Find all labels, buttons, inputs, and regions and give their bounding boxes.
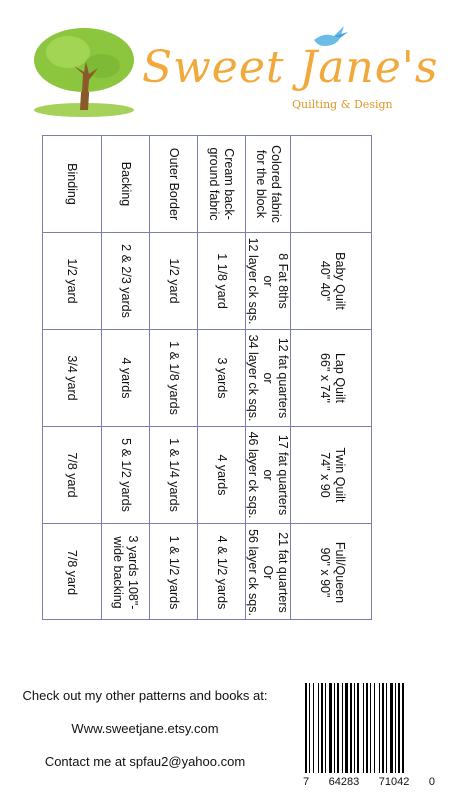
column-header bbox=[290, 524, 372, 620]
footer bbox=[0, 688, 290, 787]
table-cell-line: Or bbox=[261, 565, 276, 580]
table-cell-line: 5 & 1/2 yards bbox=[119, 438, 133, 512]
table-cell bbox=[197, 233, 245, 330]
table-cell bbox=[101, 330, 149, 427]
barcode-bar bbox=[350, 683, 352, 773]
table-cell bbox=[149, 524, 197, 620]
table-cell bbox=[197, 330, 245, 427]
table-cell-line: 1/2 yard bbox=[167, 258, 181, 304]
barcode-bar bbox=[398, 683, 400, 773]
row-label bbox=[43, 136, 101, 233]
table-cell-line: 34 layer ck sqs. bbox=[246, 334, 261, 422]
table-cell bbox=[149, 427, 197, 524]
barcode-bar bbox=[390, 683, 393, 773]
barcode-icon bbox=[303, 683, 435, 775]
table-cell bbox=[245, 427, 290, 524]
table-cell bbox=[43, 233, 101, 330]
row-label bbox=[101, 136, 149, 233]
table-cell-line: 4 yards bbox=[215, 454, 229, 496]
column-header bbox=[290, 136, 372, 233]
barcode-bar bbox=[370, 683, 371, 773]
table-cell bbox=[197, 427, 245, 524]
table-cell-line: or bbox=[261, 469, 276, 481]
table-cell-line: 3 yards 108"- bbox=[126, 535, 141, 610]
column-size: 66" x 74" bbox=[318, 353, 332, 403]
table-cell bbox=[245, 524, 290, 620]
barcode-bar bbox=[334, 683, 335, 773]
barcode-bar bbox=[382, 683, 384, 773]
table-cell-line: 21 fat quarters bbox=[276, 532, 291, 613]
barcode-bar bbox=[342, 683, 343, 773]
column-size: 40" 40" bbox=[318, 260, 332, 302]
row-label bbox=[149, 136, 197, 233]
table-cell bbox=[149, 233, 197, 330]
barcode-bar bbox=[374, 683, 375, 773]
barcode-bar bbox=[313, 683, 314, 773]
table-cell-line: or bbox=[261, 372, 276, 384]
column-size: 90" x 90" bbox=[318, 547, 332, 598]
row-label-line: Binding bbox=[65, 163, 80, 205]
table-cell bbox=[101, 233, 149, 330]
website-link[interactable]: Www.sweetjane.etsy.com bbox=[71, 721, 219, 736]
row-label-line: ground fabric bbox=[207, 147, 222, 221]
barcode-bar bbox=[325, 683, 326, 773]
table-cell-line: 12 fat quarters bbox=[276, 337, 291, 419]
column-header bbox=[290, 330, 372, 427]
row-label-line: Colored fabric bbox=[269, 145, 283, 223]
column-title: Twin Quilt bbox=[333, 447, 347, 503]
table-cell bbox=[101, 524, 149, 620]
fabric-requirements-table bbox=[42, 135, 372, 620]
barcode-digit-group: 64283 bbox=[328, 776, 360, 788]
row-label bbox=[245, 136, 290, 233]
barcode-bar bbox=[329, 683, 332, 773]
table-cell-line: 7/8 yard bbox=[65, 549, 80, 596]
table-cell bbox=[43, 524, 101, 620]
table-grid bbox=[43, 136, 372, 620]
column-title: Baby Quilt bbox=[333, 252, 347, 310]
table-cell-line: 3/4 yard bbox=[65, 355, 80, 401]
barcode-bar bbox=[386, 683, 387, 773]
patterns-line: Check out my other patterns and books at: bbox=[22, 688, 268, 703]
barcode-bar bbox=[379, 683, 380, 773]
barcode-bar bbox=[305, 683, 307, 773]
contact-email[interactable]: Contact me at spfau2@yahoo.com bbox=[44, 754, 246, 769]
barcode-bar bbox=[309, 683, 310, 773]
barcode-bar bbox=[337, 683, 339, 773]
table-cell-line: 17 fat quarters bbox=[276, 434, 291, 516]
column-size: 74" x 90 bbox=[318, 452, 332, 498]
table-cell bbox=[197, 524, 245, 620]
brand-tagline: Quilting & Design bbox=[292, 98, 393, 111]
table-cell-line: 7/8 yard bbox=[65, 452, 80, 498]
tree-logo-icon bbox=[28, 22, 140, 118]
barcode-bar bbox=[321, 683, 323, 773]
row-label-line: Backing bbox=[119, 161, 133, 207]
table-cell-line: 3 yards bbox=[215, 357, 229, 399]
barcode-digit-group: 0 bbox=[428, 776, 435, 788]
table-cell bbox=[245, 330, 290, 427]
table-cell-line: wide backing bbox=[111, 536, 126, 609]
column-title: Lap Quilt bbox=[333, 352, 347, 404]
table-cell bbox=[149, 330, 197, 427]
barcode-bar bbox=[345, 683, 348, 773]
table-cell-line: 2 & 2/3 yards bbox=[119, 244, 133, 318]
barcode-digits bbox=[303, 776, 435, 788]
table-cell-line: 1 1/8 yard bbox=[215, 253, 229, 309]
table-cell-line: 4 yards bbox=[119, 357, 133, 399]
table-cell bbox=[43, 330, 101, 427]
table-cell-line: 1 & 1/2 yards bbox=[167, 535, 181, 610]
column-header bbox=[290, 427, 372, 524]
row-label-line: Outer Border bbox=[167, 147, 181, 221]
row-label-line: for the block bbox=[254, 149, 268, 219]
table-cell bbox=[101, 427, 149, 524]
table-cell-line: 56 layer ck sqs. bbox=[246, 529, 261, 616]
brand-name: Sweet Jane's bbox=[142, 42, 439, 93]
table-cell-line: 1 & 1/8 yards bbox=[167, 341, 181, 415]
table-cell-line: 1 & 1/4 yards bbox=[167, 438, 181, 512]
table-cell bbox=[43, 427, 101, 524]
barcode-digit-group: 71042 bbox=[378, 776, 410, 788]
barcode-bar bbox=[357, 683, 359, 773]
table-cell bbox=[245, 233, 290, 330]
column-header bbox=[290, 233, 372, 330]
table-cell-line: 46 layer ck sqs. bbox=[246, 431, 261, 519]
row-label bbox=[197, 136, 245, 233]
barcode-bar bbox=[318, 683, 319, 773]
table-cell-line: 1/2 yard bbox=[65, 258, 80, 304]
barcode-bar bbox=[395, 683, 396, 773]
table-cell-line: 4 & 1/2 yards bbox=[215, 535, 229, 610]
barcode-bar bbox=[402, 683, 404, 773]
row-label-line: Cream back- bbox=[222, 148, 237, 220]
barcode-digit-group: 7 bbox=[303, 776, 310, 788]
table-cell-line: or bbox=[261, 275, 276, 287]
barcode-bar bbox=[363, 683, 364, 773]
table-cell-line: 12 layer ck sqs. bbox=[246, 237, 261, 325]
table-cell-line: 8 Fat 8ths bbox=[276, 253, 291, 309]
column-title: Full/Queen bbox=[333, 541, 347, 604]
barcode-bar bbox=[366, 683, 368, 773]
barcode-bar bbox=[354, 683, 355, 773]
